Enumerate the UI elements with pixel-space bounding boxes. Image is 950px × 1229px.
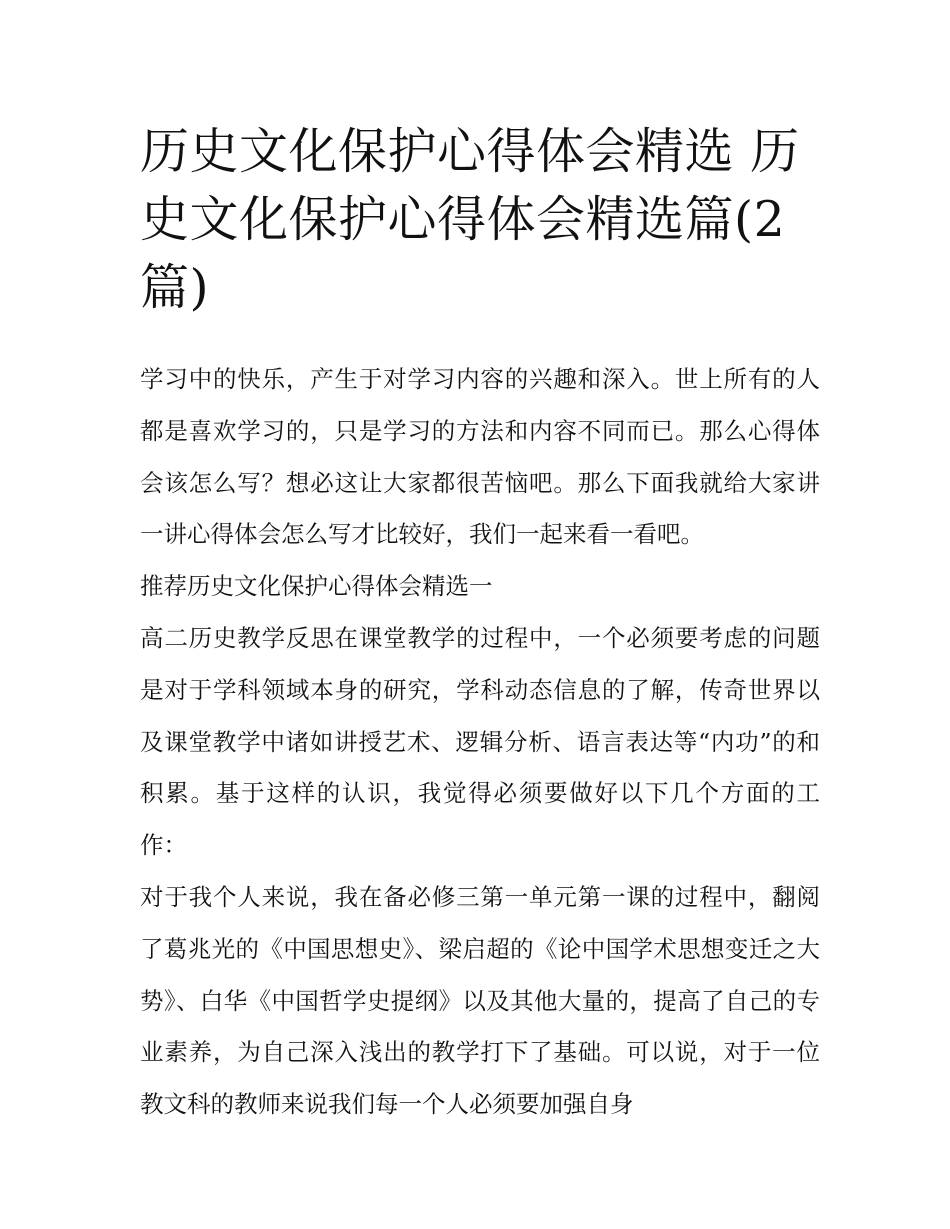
body-paragraph: 高二历史教学反思在课堂教学的过程中，一个必须要考虑的问题是对于学科领域本身的研究，学科动态信息的了解，传奇世界以及课堂教学中诸如讲授艺术、逻辑分析、语言表达等“内功”的和积累。基于这样的认识，我觉得必须要做好以下几个方面的工作： xyxy=(140,623,820,860)
document-body xyxy=(140,354,820,1131)
body-paragraph: 对于我个人来说，我在备必修三第一单元第一课的过程中，翻阅了葛兆光的《中国思想史》、梁启超的《论中国学术思想变迁之大势》、白华《中国哲学史提纲》以及其他大量的，提高了自己的专业素养，为自己深入浅出的教学打下了基础。可以说，对于一位教文科的教师来说我们每一个人必须要加强自身 xyxy=(140,882,820,1119)
intro-paragraph: 学习中的快乐，产生于对学习内容的兴趣和深入。世上所有的人都是喜欢学习的，只是学习的方法和内容不同而已。那么心得体会该怎么写？想必这让大家都很苦恼吧。那么下面我就给大家讲一讲心得体会怎么写才比较好，我们一起来看一看吧。 xyxy=(140,365,820,549)
document-title: 历史文化保护心得体会精选 历史文化保护心得体会精选篇(2篇) xyxy=(140,123,800,316)
section-heading: 推荐历史文化保护心得体会精选一 xyxy=(140,572,493,601)
